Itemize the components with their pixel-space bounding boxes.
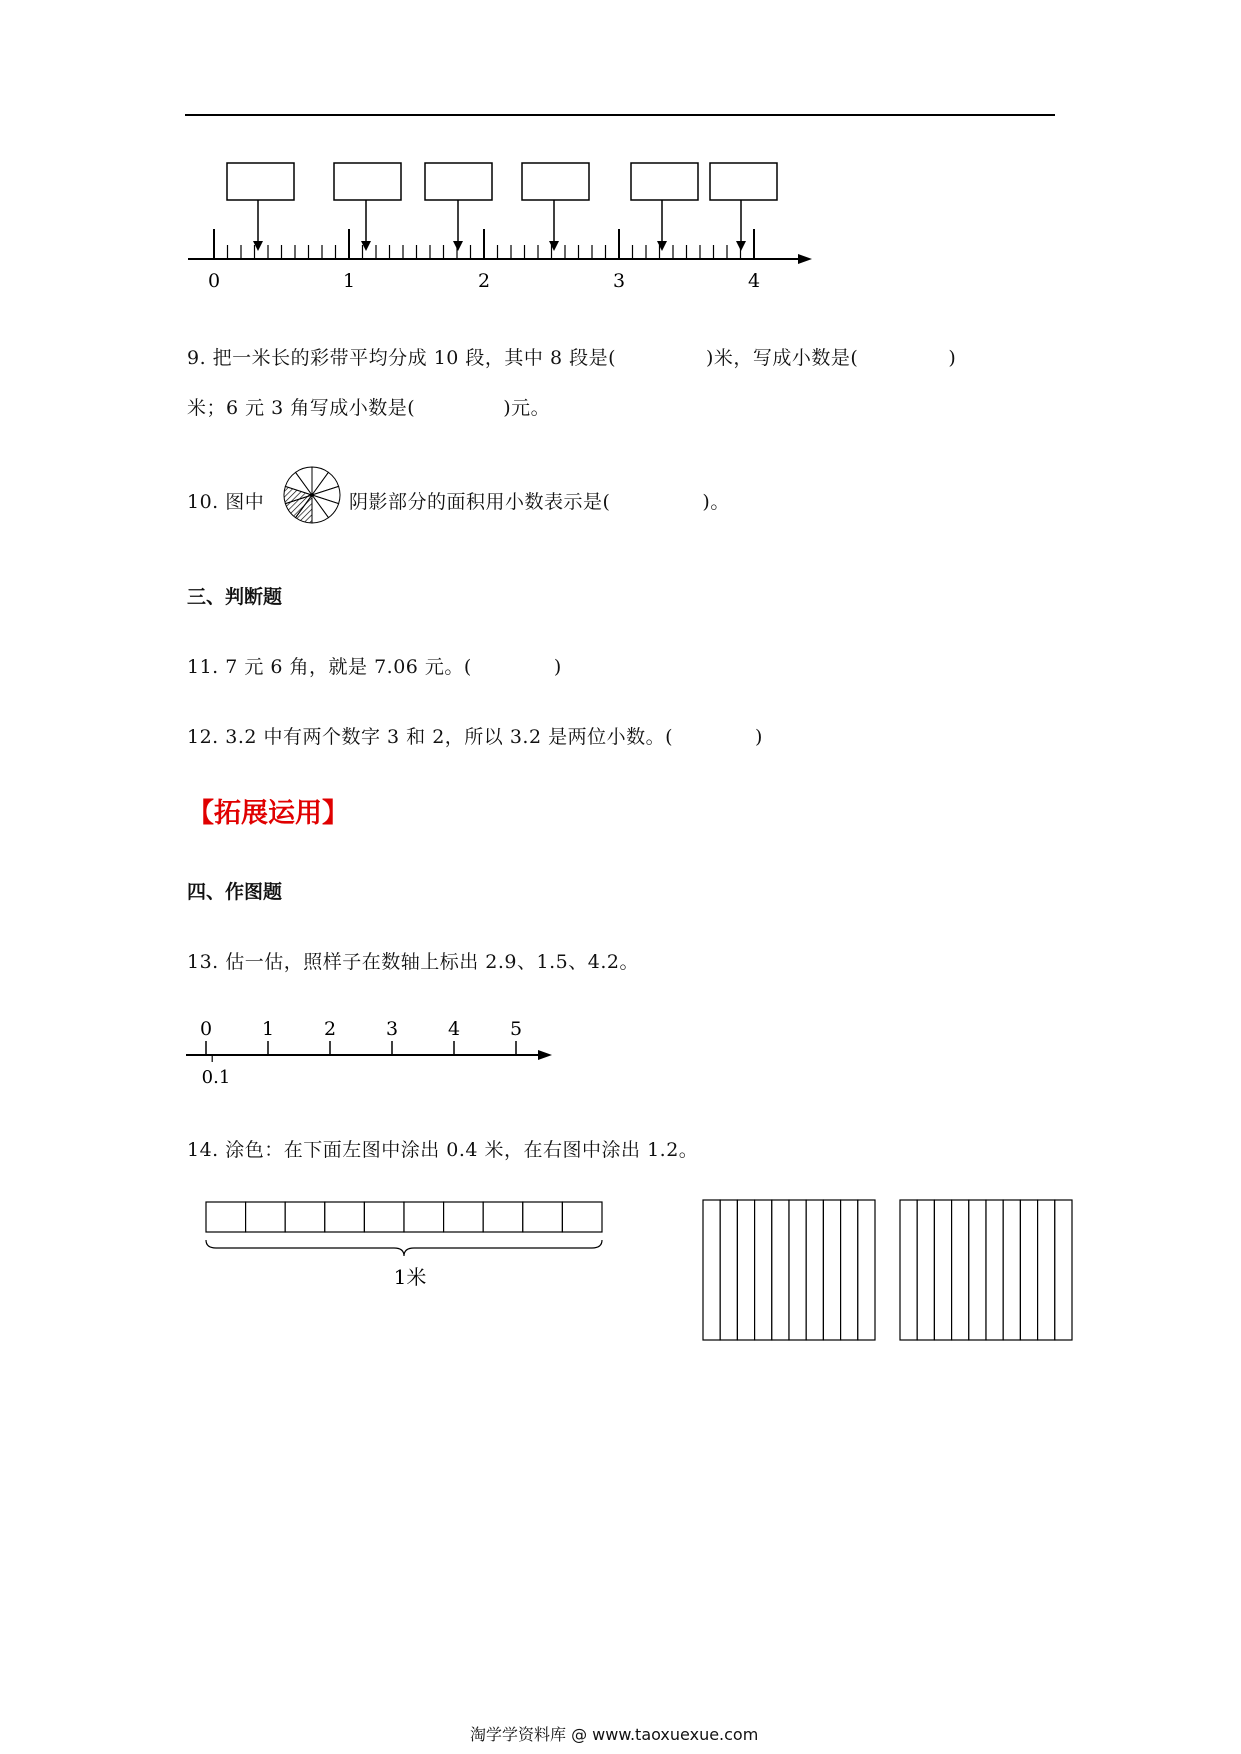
header-rule — [185, 114, 1055, 116]
question-9-line-1 — [187, 343, 956, 370]
numberline-figure-2 — [180, 1010, 560, 1090]
axis2-label: 3 — [385, 1018, 399, 1040]
axis-label: 2 — [477, 270, 491, 292]
q9-text-e: )元。 — [503, 397, 551, 419]
strip-cell[interactable] — [404, 1202, 444, 1232]
section-4-title: 四、作图题 — [187, 881, 283, 903]
meter-strip-figure — [200, 1200, 620, 1300]
grid-column[interactable] — [952, 1200, 969, 1340]
strip-cell[interactable] — [364, 1202, 404, 1232]
q10-text-a: 10. 图中 — [187, 491, 265, 513]
q11-text-a: 11. 7 元 6 角，就是 7.06 元。( — [187, 656, 472, 678]
strip-cell[interactable] — [285, 1202, 325, 1232]
q12-text-b: ) — [755, 726, 763, 748]
question-13: 13. 估一估，照样子在数轴上标出 2.9、1.5、4.2。 — [187, 951, 639, 973]
axis2-label: 4 — [447, 1018, 461, 1040]
column-grid-left[interactable] — [700, 1198, 880, 1342]
axis-arrow-icon — [798, 254, 812, 264]
strip-label: 1米 — [393, 1265, 427, 1289]
grid-column[interactable] — [1003, 1200, 1020, 1340]
strip-cell[interactable] — [483, 1202, 523, 1232]
grid-column[interactable] — [789, 1200, 806, 1340]
axis2-label: 5 — [509, 1018, 523, 1040]
q10-text-c: )。 — [702, 491, 730, 513]
numberline-figure-1 — [180, 155, 830, 295]
axis2-label: 2 — [323, 1018, 337, 1040]
axis2-arrow-icon — [538, 1050, 552, 1060]
column-grid-right[interactable] — [897, 1198, 1077, 1342]
footer-text: 淘学学资料库 @ www.taoxuexue.com — [470, 1725, 759, 1744]
extension-title: 【拓展运用】 — [187, 798, 349, 829]
answer-box — [334, 163, 401, 200]
grid-column[interactable] — [841, 1200, 858, 1340]
grid-column[interactable] — [934, 1200, 951, 1340]
q9-text-c: ) — [948, 347, 957, 369]
answer-box — [425, 163, 492, 200]
grid-column[interactable] — [755, 1200, 772, 1340]
grid-column[interactable] — [720, 1200, 737, 1340]
strip-cell[interactable] — [523, 1202, 563, 1232]
grid-column[interactable] — [986, 1200, 1003, 1340]
q9-text-b: )米，写成小数是( — [706, 347, 859, 369]
q12-text-a: 12. 3.2 中有两个数字 3 和 2，所以 3.2 是两位小数。( — [187, 726, 674, 748]
axis-label: 1 — [342, 270, 356, 292]
pointer-arrow-icon — [453, 241, 463, 251]
grid-column[interactable] — [917, 1200, 934, 1340]
grid-column[interactable] — [969, 1200, 986, 1340]
strip-cell[interactable] — [444, 1202, 484, 1232]
axis-label: 3 — [612, 270, 626, 292]
axis2-label: 1 — [261, 1018, 275, 1040]
q9-text-d: 米；6 元 3 角写成小数是( — [187, 397, 416, 419]
strip-cell[interactable] — [562, 1202, 602, 1232]
grid-column[interactable] — [858, 1200, 875, 1340]
shaded-circle-figure — [282, 465, 342, 525]
question-12 — [187, 722, 763, 749]
grid-column[interactable] — [772, 1200, 789, 1340]
grid-column[interactable] — [737, 1200, 754, 1340]
question-9-line-2 — [187, 393, 550, 420]
strip-cell[interactable] — [246, 1202, 286, 1232]
grid-column[interactable] — [703, 1200, 720, 1340]
axis-label: 4 — [747, 270, 761, 292]
grid-column[interactable] — [823, 1200, 840, 1340]
answer-box — [227, 163, 294, 200]
answer-box — [710, 163, 777, 200]
sample-label: 0.1 — [201, 1067, 231, 1088]
grid-column[interactable] — [900, 1200, 917, 1340]
axis2-label: 0 — [199, 1018, 213, 1040]
q9-text-a: 9. 把一米长的彩带平均分成 10 段，其中 8 段是( — [187, 347, 617, 369]
grid-column[interactable] — [1055, 1200, 1072, 1340]
grid-column[interactable] — [806, 1200, 823, 1340]
answer-box — [522, 163, 589, 200]
brace — [206, 1240, 602, 1256]
section-3-title: 三、判断题 — [187, 586, 283, 608]
grid-column[interactable] — [1038, 1200, 1055, 1340]
strip-cell[interactable] — [206, 1202, 246, 1232]
question-10-rest — [349, 487, 730, 514]
grid-column[interactable] — [1020, 1200, 1037, 1340]
answer-box — [631, 163, 698, 200]
question-14: 14. 涂色：在下面左图中涂出 0.4 米，在右图中涂出 1.2。 — [187, 1139, 699, 1161]
question-11 — [187, 652, 562, 679]
q10-text-b: 阴影部分的面积用小数表示是( — [349, 491, 611, 513]
pointer-arrow-icon — [549, 241, 559, 251]
q11-text-b: ) — [553, 656, 562, 678]
pointer-arrow-icon — [657, 241, 667, 251]
strip-cell[interactable] — [325, 1202, 365, 1232]
axis-label: 0 — [207, 270, 221, 292]
